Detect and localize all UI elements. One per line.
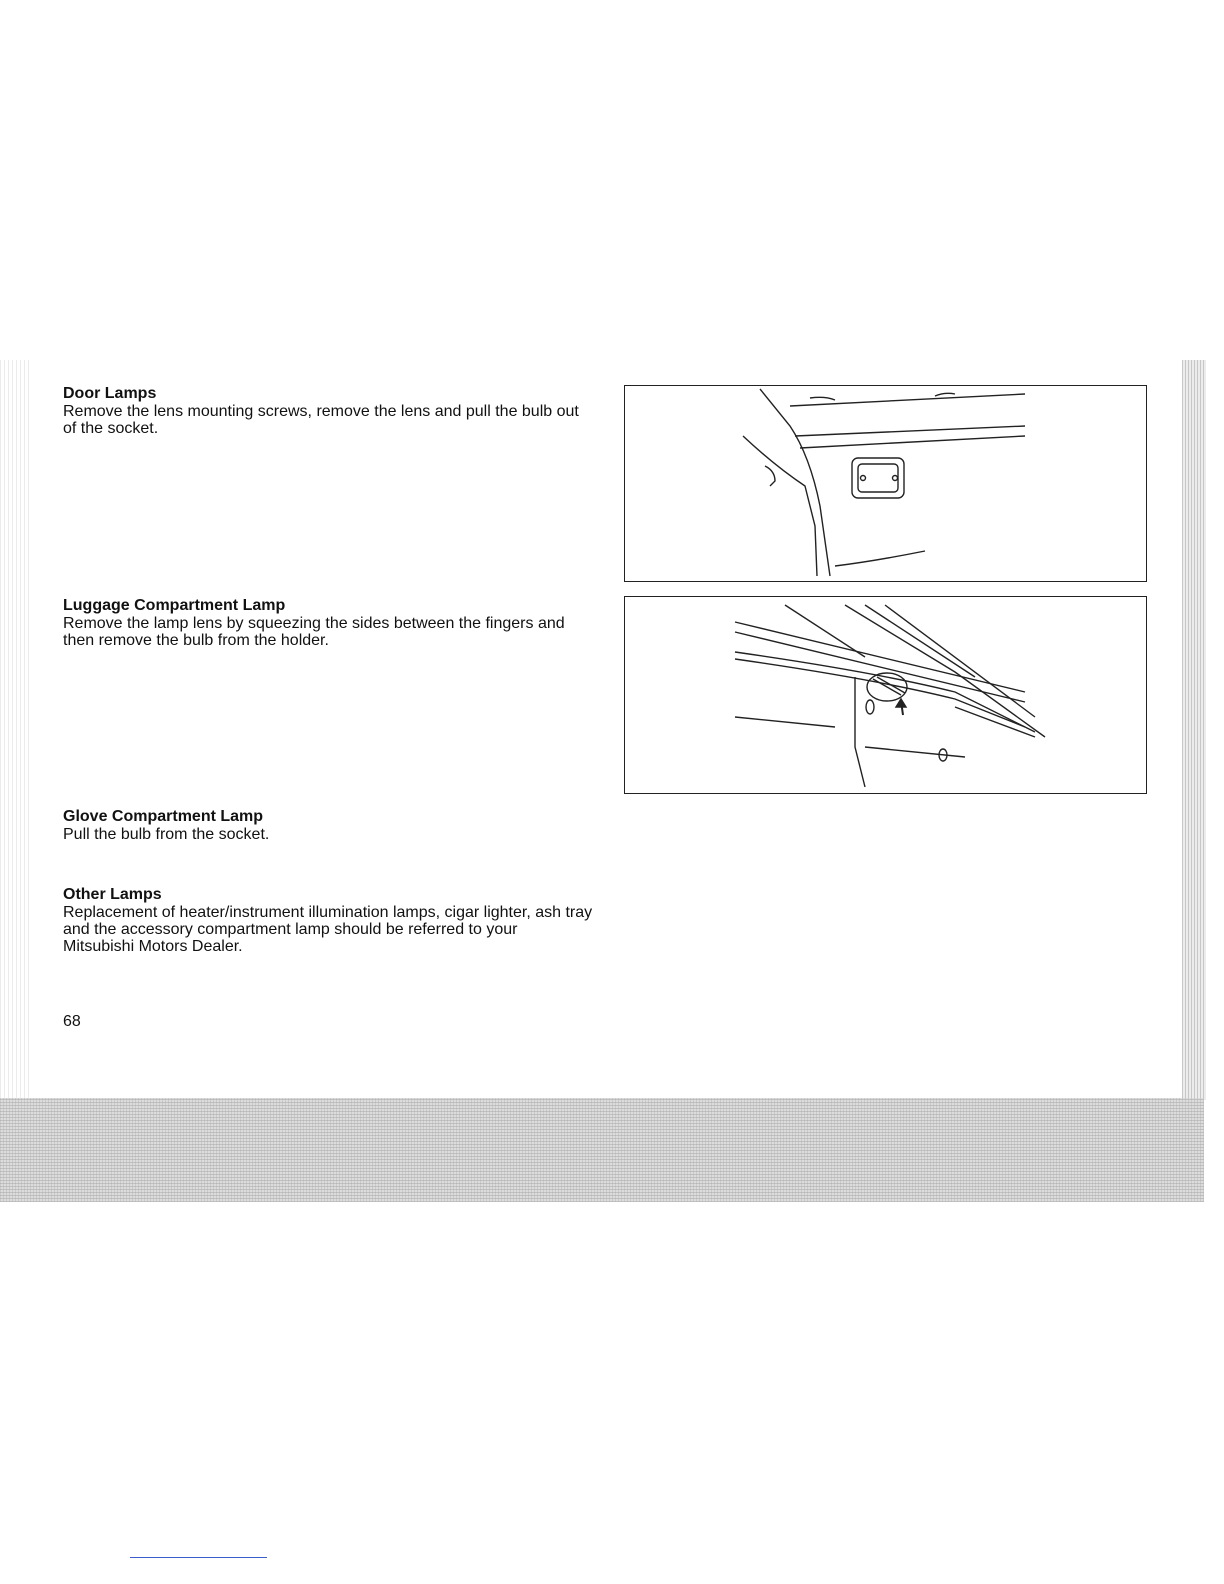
heading-door-lamps: Door Lamps — [63, 385, 157, 402]
heading-luggage-compartment-lamp: Luggage Compartment Lamp — [63, 597, 286, 614]
text-glove-compartment-lamp: Pull the bulb from the socket. — [63, 826, 270, 843]
heading-glove-compartment-lamp: Glove Compartment Lamp — [63, 808, 264, 825]
section-other-lamps — [63, 886, 593, 955]
heading-other-lamps: Other Lamps — [63, 886, 162, 903]
text-door-lamps: Remove the lens mounting screws, remove the lens and pull the bulb out of the socket. — [63, 403, 579, 437]
text-other-lamps: Replacement of heater/instrument illumination lamps, cigar lighter, ash tray and the accessory compartment lamp should be referred to your Mitsubishi Motors Dealer. — [63, 904, 593, 955]
text-luggage-compartment-lamp: Remove the lamp lens by squeezing the sides between the fingers and then remove the bulb from the holder. — [63, 615, 565, 649]
page-number: 68 — [63, 1013, 81, 1030]
section-luggage-compartment-lamp — [63, 597, 593, 649]
door-lamp-illustration — [624, 385, 1147, 582]
scan-bottom-band — [0, 1098, 1204, 1202]
scan-edge-left — [0, 360, 30, 1100]
section-door-lamps — [63, 385, 593, 437]
scan-edge-right — [1182, 360, 1206, 1100]
section-glove-compartment-lamp — [63, 808, 593, 843]
luggage-lamp-illustration — [624, 596, 1147, 794]
stray-line — [130, 1557, 267, 1558]
